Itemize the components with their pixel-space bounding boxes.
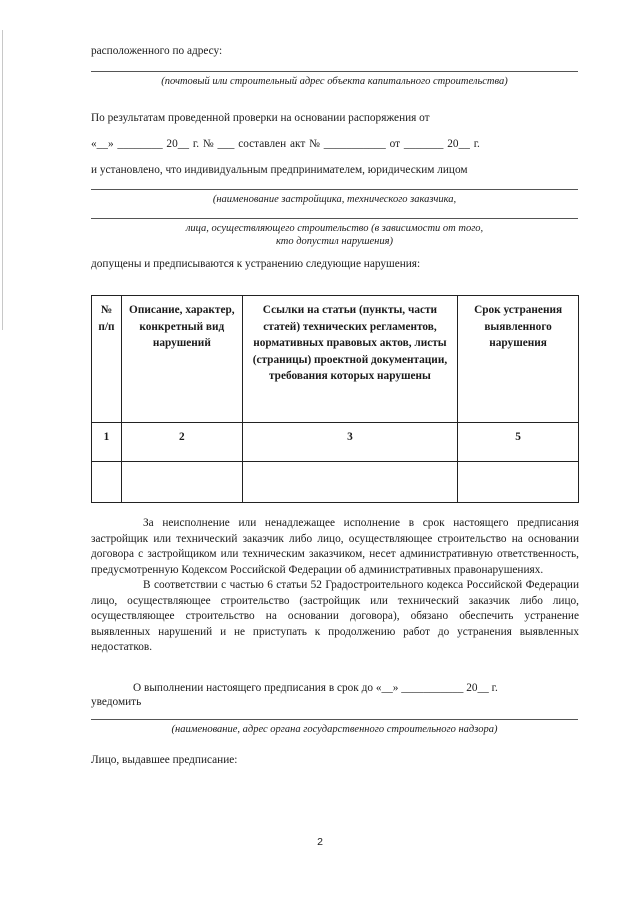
header-deadline: Срок устранения выявленного нарушения bbox=[458, 296, 579, 423]
authority-fill-line bbox=[91, 719, 578, 720]
deadline-line: О выполнении настоящего предписания в срок до «__» ___________ 20__ г. bbox=[133, 682, 498, 694]
table-row bbox=[92, 462, 579, 503]
address-hint: (почтовый или строительный адрес объекта капитального строительства) bbox=[161, 76, 508, 87]
developer-hint-1: (наименование застройщика, технического заказчика, bbox=[212, 194, 457, 205]
developer-fill-line-2 bbox=[91, 218, 578, 219]
paragraph-liability: За неисполнение или ненадлежащее исполнение в срок настоящего предписания застройщик или технический заказчик либо лицо, осуществляющее строительство на основании договора с застройщиком или техническим заказчиком, несет административную ответственность, предусмотренную Кодексом Российской Федерации об административных правонарушениях. bbox=[91, 517, 579, 576]
developer-hint-2: лица, осуществляющего строительство (в зависимости от того, bbox=[185, 223, 484, 234]
issuer-label: Лицо, выдавшее предписание: bbox=[91, 754, 238, 766]
column-number-4: 5 bbox=[458, 423, 579, 462]
address-intro: расположенного по адресу: bbox=[91, 45, 223, 57]
violations-table bbox=[91, 295, 579, 503]
authority-hint: (наименование, адрес органа государственного строительного надзора) bbox=[171, 724, 498, 735]
header-description: Описание, характер, конкретный вид нарушений bbox=[121, 296, 242, 423]
developer-hint-3: кто допустил нарушения) bbox=[275, 236, 394, 247]
table-header-row bbox=[92, 296, 579, 423]
liability-text bbox=[91, 516, 579, 656]
table-cell[interactable] bbox=[121, 462, 242, 503]
developer-fill-line-1 bbox=[91, 189, 578, 190]
page-number: 2 bbox=[317, 836, 323, 848]
column-number-1: 1 bbox=[92, 423, 122, 462]
header-number: № п/п bbox=[92, 296, 122, 423]
column-number-3: 3 bbox=[242, 423, 457, 462]
violations-intro: допущены и предписываются к устранению следующие нарушения: bbox=[91, 258, 421, 270]
paragraph-obligation: В соответствии с частью 6 статьи 52 Градостроительного кодекса Российской Федерации лицо, осуществляющее строительство (застройщик или технический заказчик либо лицо, осуществляющее строительство на основании договора), обязано обеспечить устранение выявленных нарушений и не приступать к продолжению работ до устранения выявленных недостатков. bbox=[91, 579, 579, 653]
notify-word: уведомить bbox=[91, 696, 142, 708]
column-number-2: 2 bbox=[121, 423, 242, 462]
table-numbering-row bbox=[92, 423, 579, 462]
table-cell[interactable] bbox=[92, 462, 122, 503]
table-cell[interactable] bbox=[458, 462, 579, 503]
scan-edge-line bbox=[2, 30, 3, 330]
header-references: Ссылки на статьи (пункты, части статей) технических регламентов, нормативных правовых актов, листы (страницы) проектной документации, требования которых нарушены bbox=[242, 296, 457, 423]
inspection-line: По результатам проведенной проверки на основании распоряжения от bbox=[91, 112, 430, 124]
table-cell[interactable] bbox=[242, 462, 457, 503]
address-fill-line bbox=[91, 71, 578, 72]
established-line: и установлено, что индивидуальным предпринимателем, юридическим лицом bbox=[91, 164, 468, 176]
act-line: «__» ________ 20__ г. № ___ составлен акт № ___________ от _______ 20__ г. bbox=[91, 138, 480, 150]
